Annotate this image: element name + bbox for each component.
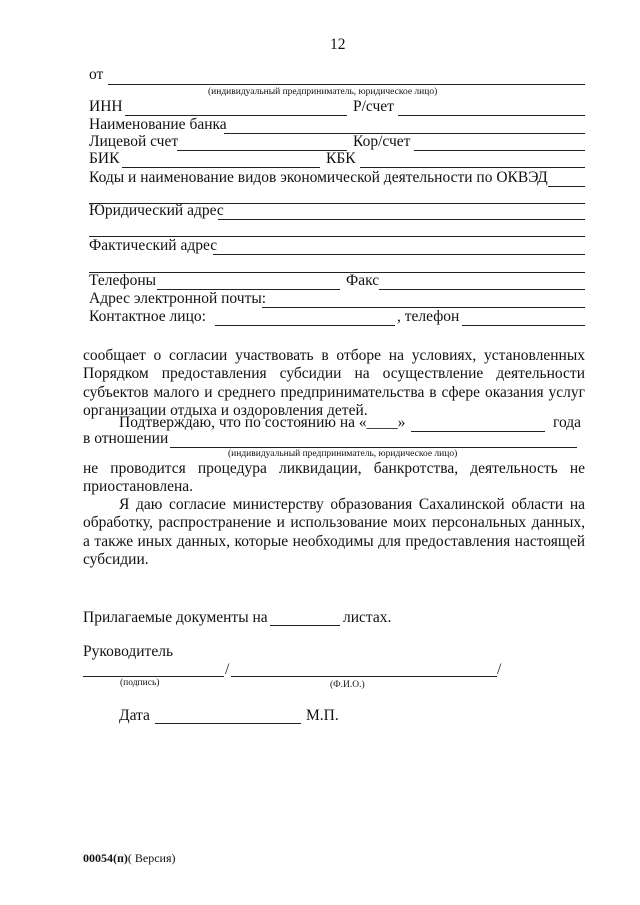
fax-label: Факс (346, 272, 380, 289)
personal-data-consent-paragraph: Я даю согласие министерству образования Сахалинской области на обработку, распространение и использование моих персональных данных, а также иных данных, которые необходимы для предоставления настоящей субсидии. (83, 496, 585, 568)
inn-label: ИНН (89, 98, 123, 115)
slash-2: / (497, 661, 502, 678)
footer-code (83, 851, 176, 866)
consent-paragraph: сообщает о согласии участвовать в отборе на условиях, установленных Порядком предоставления субсидии на осуществление деятельности субъектов малого и среднего предпринимательства в сфере оказания услуг организации отдыха и оздоровления детей. (83, 347, 585, 419)
head-label: Руководитель (83, 643, 174, 660)
date-label: Дата (119, 707, 150, 724)
contact-label: Контактное лицо: (89, 308, 206, 325)
legal-address-label: Юридический адрес (89, 202, 224, 219)
footer-version: ( Версия) (127, 851, 176, 865)
ks-label: Кор/счет (353, 133, 411, 150)
attached-sheets-field[interactable] (270, 625, 340, 626)
rs-label: Р/счет (353, 98, 394, 115)
actual-address-label: Фактический адрес (89, 237, 218, 254)
signature-field[interactable] (83, 676, 224, 677)
from-label: от (89, 66, 104, 83)
kbk-label: КБК (326, 150, 356, 167)
okved-label: Коды и наименование видов экономической деятельности по ОКВЭД (89, 169, 548, 186)
signature-hint: (подпись) (120, 678, 160, 688)
page-number: 12 (330, 36, 346, 53)
ls-field[interactable] (177, 150, 347, 151)
contact-phone-label: , телефон (397, 308, 460, 325)
confirm-date-field[interactable] (411, 431, 545, 432)
contact-phone-field[interactable] (462, 325, 585, 326)
sheets-label: листах. (343, 609, 392, 626)
fio-hint: (Ф.И.О.) (330, 680, 365, 690)
actual-address-field-2[interactable] (89, 272, 585, 273)
actual-address-field[interactable] (213, 254, 585, 255)
stamp-label: М.П. (306, 707, 339, 724)
rs-field[interactable] (398, 115, 585, 116)
footer-code-text: 00054(п) (83, 851, 128, 865)
regarding-field[interactable] (170, 447, 577, 448)
confirm-text: Подтверждаю, что по состоянию на «____» (119, 414, 406, 431)
legal-address-field[interactable] (218, 219, 585, 220)
no-liquidation-paragraph: не проводится процедура ликвидации, банкротства, деятельность не приостановлена. (83, 460, 585, 496)
from-hint: (индивидуальный предприниматель, юридическое лицо) (208, 87, 438, 97)
attached-label: Прилагаемые документы на (83, 609, 268, 626)
email-label: Адрес электронной почты: (89, 290, 267, 307)
regarding-hint: (индивидуальный предприниматель, юридическое лицо) (228, 449, 458, 459)
fio-field[interactable] (231, 676, 497, 677)
fax-field[interactable] (379, 289, 585, 290)
year-label: года (553, 414, 582, 431)
bank-label: Наименование банка (89, 116, 227, 133)
from-field[interactable] (108, 84, 585, 85)
contact-field[interactable] (215, 325, 395, 326)
ks-field[interactable] (414, 150, 585, 151)
regarding-label: в отношении (83, 430, 169, 447)
slash-1: / (225, 661, 230, 678)
date-field[interactable] (155, 723, 301, 724)
phones-label: Телефоны (89, 272, 157, 289)
kbk-field[interactable] (360, 167, 585, 168)
bik-label: БИК (89, 150, 120, 167)
okved-field[interactable] (548, 186, 585, 187)
ls-label: Лицевой счет (89, 133, 179, 150)
bik-field[interactable] (122, 167, 320, 168)
